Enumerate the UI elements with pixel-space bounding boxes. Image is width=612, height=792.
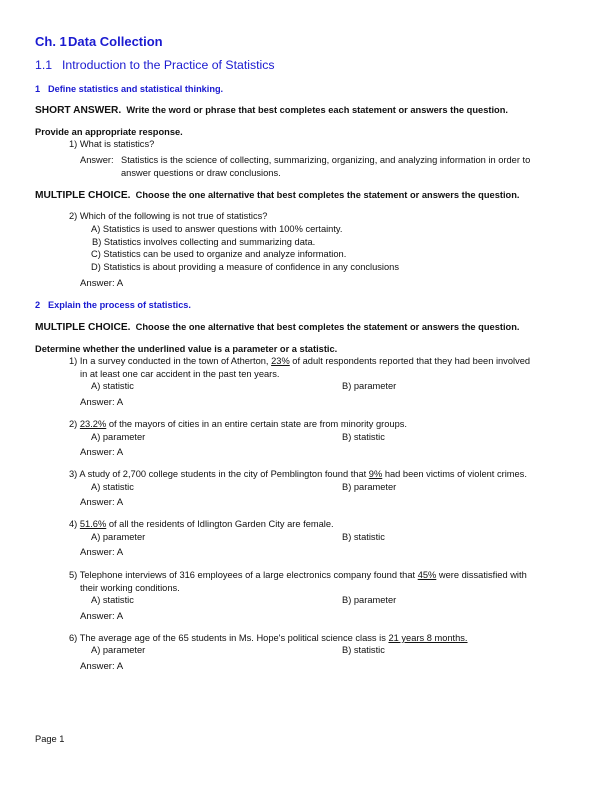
question-number: 5): [69, 570, 78, 580]
option-a: A) parameter: [91, 532, 146, 542]
answer: Answer: A: [80, 447, 124, 458]
option-a: A) statistic: [91, 595, 134, 605]
question-text: Which of the following is not true of statistics?: [79, 211, 268, 221]
objective-title: Define statistics and statistical thinking.: [48, 84, 224, 94]
multiple-choice-instructions: [35, 190, 519, 201]
option-c: C) Statistics can be used to organize and analyze information.: [91, 249, 347, 259]
answer: Answer: A: [80, 661, 124, 672]
option-b: B) parameter: [342, 482, 397, 492]
answer: Answer: A: [80, 278, 124, 289]
question-3: [69, 469, 527, 479]
multiple-choice-text: Choose the one alternative that best completes the statement or answers the question.: [135, 322, 520, 332]
short-answer-label: SHORT ANSWER.: [35, 105, 122, 116]
section-heading: [35, 58, 275, 72]
option-b: B) parameter: [342, 595, 397, 605]
question-1-line-2: in at least one car accident in the past ten years.: [80, 369, 280, 379]
sa-answer-line-2: answer questions or draw conclusions.: [121, 168, 281, 178]
question-5: [69, 570, 527, 580]
underlined-value: 23%: [271, 356, 290, 366]
option-a: A) parameter: [91, 432, 146, 442]
option-a: A) statistic: [91, 482, 134, 492]
answer: Answer: A: [80, 547, 124, 558]
option-b: B) Statistics involves collecting and summarizing data.: [92, 237, 316, 247]
question-number: 3): [69, 469, 78, 479]
question-text: What is statistics?: [79, 139, 155, 149]
option-a: A) parameter: [91, 645, 146, 655]
underlined-value: 23.2%: [79, 419, 107, 429]
question-4: [69, 519, 334, 529]
answer: Answer: A: [80, 497, 124, 508]
question-text-post: were dissatisfied with: [436, 570, 527, 580]
option-a: A) statistic: [91, 381, 134, 391]
question-2: [69, 419, 407, 429]
option-b: B) statistic: [342, 645, 385, 655]
mc-question-2: [69, 211, 267, 221]
answer: Answer: A: [80, 397, 124, 408]
question-number: 6): [69, 633, 78, 643]
sa-answer-label: Answer:: [80, 155, 114, 165]
question-text-pre: In a survey conducted in the town of Atherton,: [79, 356, 272, 366]
chapter-number: Ch. 1: [35, 34, 67, 49]
multiple-choice-text: Choose the one alternative that best completes the statement or answers the question.: [135, 190, 520, 200]
answer: Answer: A: [80, 611, 124, 622]
section-title: Introduction to the Practice of Statistics: [62, 58, 275, 72]
underlined-value: 45%: [417, 570, 437, 580]
provide-response-heading: Provide an appropriate response.: [35, 127, 183, 137]
objective-heading-1: [35, 84, 223, 94]
multiple-choice-label: MULTIPLE CHOICE.: [35, 322, 131, 333]
question-6: [69, 633, 468, 643]
question-text-pre: The average age of the 65 students in Ms. Hope's political science class is: [79, 633, 389, 643]
option-a: A) Statistics is used to answer questions with 100% certainty.: [91, 224, 343, 234]
objective-title: Explain the process of statistics.: [48, 300, 191, 310]
question-number: 2): [69, 211, 78, 221]
chapter-heading: [35, 34, 163, 49]
question-number: 2): [69, 419, 78, 429]
question-text-post: of the mayors of cities in an entire certain state are from minority groups.: [106, 419, 407, 429]
multiple-choice-label: MULTIPLE CHOICE.: [35, 190, 131, 201]
underlined-value: 9%: [368, 469, 383, 479]
question-text-pre: A study of 2,700 college students in the city of Pemblington found that: [79, 469, 369, 479]
option-b: B) parameter: [342, 381, 397, 391]
chapter-title: Data Collection: [68, 34, 163, 49]
option-b: B) statistic: [342, 432, 385, 442]
objective-heading-2: [35, 300, 191, 310]
option-d: D) Statistics is about providing a measure of confidence in any conclusions: [91, 262, 399, 272]
objective-number: 2: [35, 300, 41, 310]
short-answer-text: Write the word or phrase that best completes each statement or answers the question.: [126, 105, 508, 115]
page-number: Page 1: [35, 734, 65, 744]
underlined-value: 51.6%: [79, 519, 107, 529]
question-5-line-2: their working conditions.: [80, 583, 180, 593]
option-b: B) statistic: [342, 532, 385, 542]
question-number: 4): [69, 519, 78, 529]
sa-question-1: [69, 139, 154, 149]
question-number: 1): [69, 139, 78, 149]
question-number: 1): [69, 356, 78, 366]
question-1: [69, 356, 530, 366]
question-text-post: of adult respondents reported that they had been involved: [289, 356, 531, 366]
sa-answer-line-1: Statistics is the science of collecting, summarizing, organizing, and analyzing information in order to: [121, 155, 531, 165]
underlined-value: 21 years 8 months.: [388, 633, 468, 643]
determine-heading: Determine whether the underlined value is a parameter or a statistic.: [35, 344, 338, 354]
section-number: 1.1: [35, 58, 53, 72]
short-answer-instructions: [35, 105, 508, 116]
question-text-post: had been victims of violent crimes.: [382, 469, 527, 479]
objective-number: 1: [35, 84, 41, 94]
multiple-choice-instructions-2: [35, 322, 519, 333]
question-text-post: of all the residents of Idlington Garden City are female.: [106, 519, 334, 529]
question-text-pre: Telephone interviews of 316 employees of a large electronics company found that: [79, 570, 418, 580]
